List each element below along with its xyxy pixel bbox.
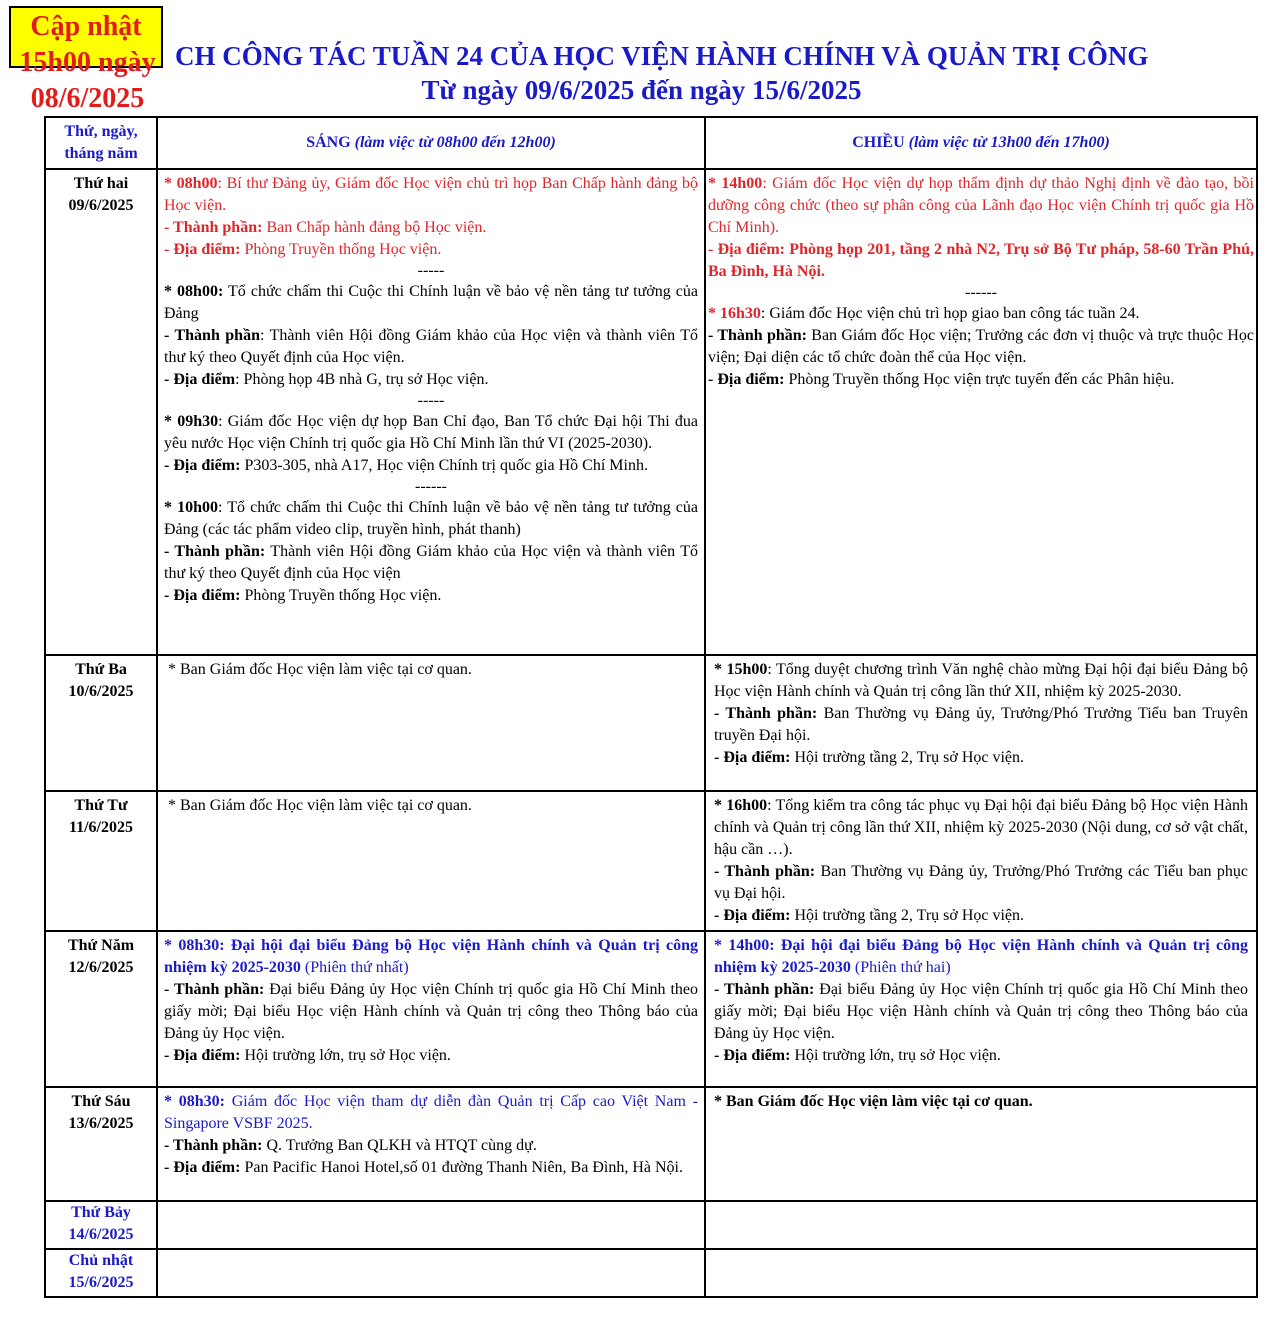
event-title: * 08h30: Đại hội đại biểu Đảng bộ Học viện Hành chính và Quản trị công nhiệm kỳ 2025-2030 <box>164 937 698 976</box>
event-text: * Ban Giám đốc Học viện làm việc tại cơ quan. <box>168 797 472 814</box>
event-text: Tổ chức chấm thi Cuộc thi Chính luận về bảo vệ nền tảng tư tưởng của Đảng <box>164 283 699 322</box>
morning-cell-sunday <box>157 1249 705 1297</box>
event-location <box>164 455 698 477</box>
participants-text: Đại biểu Đảng ủy Học viện Chính trị quốc gia Hồ Chí Minh theo giấy mời; Đại biểu Học viện Hành chính và Quản trị công theo Thông báo của Đảng ủy Học viện. <box>164 981 698 1042</box>
row-monday <box>45 169 1257 655</box>
afternoon-hours: (làm việc từ 13h00 đến 17h00) <box>908 134 1110 151</box>
location-label: - Địa điểm: <box>164 241 241 258</box>
event-session: (Phiên thứ nhất) <box>300 959 409 976</box>
event-location <box>164 1045 698 1067</box>
day-name: Thứ Tư <box>74 797 128 814</box>
day-cell-sunday <box>45 1249 157 1297</box>
event-time: * 08h00 <box>164 175 218 192</box>
event-time: * 08h00: <box>164 283 224 300</box>
location-text: Phòng Truyền thống Học viện. <box>240 587 442 604</box>
participants-label: - Thành phần: <box>714 863 816 880</box>
participants-text: Ban Thường vụ Đảng ủy, Trưởng/Phó Trưởng Tiểu ban Truyên truyền Đại hội. <box>714 705 1248 744</box>
day-column-header: Thứ, ngày, tháng năm <box>45 117 157 169</box>
morning-hours: (làm việc từ 08h00 đến 12h00) <box>354 134 556 151</box>
schedule-table <box>44 116 1258 1298</box>
event-entry <box>714 659 1248 703</box>
location-label: - Địa điểm: <box>164 587 241 604</box>
event-participants <box>714 861 1248 905</box>
event-location <box>164 239 698 261</box>
afternoon-label: CHIỀU <box>852 134 905 151</box>
location-text: P303-305, nhà A17, Học viện Chính trị quốc gia Hồ Chí Minh. <box>240 457 648 474</box>
location-text: Hội trường lớn, trụ sở Học viện. <box>240 1047 451 1064</box>
row-saturday <box>45 1201 1257 1249</box>
separator: ------ <box>965 284 997 301</box>
location-text: Hội trường lớn, trụ sở Học viện. <box>790 1047 1001 1064</box>
location-text: : Phòng họp 4B nhà G, trụ sở Học viện. <box>235 371 489 388</box>
participants-text: Ban Thường vụ Đảng ủy, Trưởng/Phó Trưởng các Tiểu ban phục vụ Đại hội. <box>714 863 1248 902</box>
location-label: - Địa điểm: <box>164 1047 241 1064</box>
afternoon-cell-thursday <box>705 931 1257 1087</box>
row-wednesday <box>45 791 1257 931</box>
update-line-1: Cập nhật <box>30 11 142 42</box>
row-tuesday <box>45 655 1257 791</box>
participants-label: - Thành phần: <box>714 705 818 722</box>
day-name: Thứ Sáu <box>71 1093 131 1110</box>
location-text: Pan Pacific Hanoi Hotel,số 01 đường Thanh Niên, Ba Đình, Hà Nội. <box>240 1159 683 1176</box>
location-label: - Địa điểm: <box>708 371 785 388</box>
row-thursday <box>45 931 1257 1087</box>
location-text: Phòng Truyền thống Học viện trực tuyến đến các Phân hiệu. <box>784 371 1175 388</box>
day-date: 14/6/2025 <box>68 1226 134 1243</box>
header-row <box>45 117 1257 169</box>
update-line-3: 08/6/2025 <box>30 83 145 114</box>
update-line-2: 15h00 ngày <box>19 47 156 78</box>
day-date: 13/6/2025 <box>68 1115 134 1132</box>
event-session: (Phiên thứ hai) <box>850 959 951 976</box>
morning-cell-friday <box>157 1087 705 1201</box>
day-cell-monday <box>45 169 157 655</box>
location-text: Hội trường tầng 2, Trụ sở Học viện. <box>790 749 1025 766</box>
event-text: * Ban Giám đốc Học viện làm việc tại cơ quan. <box>168 661 472 678</box>
afternoon-cell-tuesday <box>705 655 1257 791</box>
participants-text: Thành viên Hội đồng Giám khảo của Học viện và thành viên Tổ thư ký theo Quyết định của Học viện <box>164 543 698 582</box>
page-subtitle: Từ ngày 09/6/2025 đến ngày 15/6/2025 <box>421 75 862 105</box>
event-text: : Giám đốc Học viện dự họp Ban Chỉ đạo, Ban Tổ chức Đại hội Thi đua yêu nước Học viện Chính trị quốc gia Hồ Chí Minh lần thứ VI (2025-2030). <box>164 413 699 452</box>
day-cell-thursday <box>45 931 157 1087</box>
day-cell-tuesday <box>45 655 157 791</box>
event-time: * 10h00 <box>164 499 218 516</box>
event-participants <box>164 979 698 1045</box>
morning-cell-tuesday <box>157 655 705 791</box>
event-location <box>164 1157 698 1179</box>
participants-label: - Thành phần: <box>164 543 266 560</box>
event-entry <box>164 411 698 455</box>
participants-text: Ban Chấp hành đảng bộ Học viện. <box>262 219 487 236</box>
participants-label: - Thành phần: <box>164 219 263 236</box>
event-text: : Tổ chức chấm thi Cuộc thi Chính luận về bảo vệ nền tảng tư tưởng của Đảng (các tác phẩm video clip, truyền hình, phát thanh) <box>164 499 698 538</box>
day-date: 10/6/2025 <box>68 683 134 700</box>
participants-text: Ban Giám đốc Học viện; Trưởng các đơn vị thuộc và trực thuộc Học viện; Đại diện các tổ chức đoàn thể của Học viện. <box>708 327 1254 366</box>
participants-label: - Thành phần: <box>714 981 815 998</box>
day-cell-wednesday <box>45 791 157 931</box>
event-time: * 08h30: <box>164 1093 225 1110</box>
event-location <box>714 1045 1248 1067</box>
event-entry <box>714 795 1248 861</box>
event-entry <box>164 497 698 541</box>
event-entry <box>164 935 698 979</box>
event-location <box>708 369 1254 391</box>
day-name: Thứ Ba <box>75 661 127 678</box>
event-location: - Địa điểm: Phòng họp 201, tầng 2 nhà N2, Trụ sở Bộ Tư pháp, 58-60 Trần Phú, Ba Đình, Hà Nội. <box>708 241 1254 280</box>
event-location <box>164 585 698 607</box>
event-time: * 16h00 <box>714 797 768 814</box>
event-location <box>714 747 1248 769</box>
day-date: 12/6/2025 <box>68 959 134 976</box>
location-label: - Địa điểm: <box>164 457 241 474</box>
event-time: * 09h30 <box>164 413 219 430</box>
day-name: Chủ nhật <box>68 1252 134 1269</box>
event-entry <box>164 281 698 325</box>
morning-label: SÁNG <box>306 134 351 151</box>
location-label: - Địa điểm: <box>714 749 791 766</box>
participants-label: - Thành phần: <box>164 981 265 998</box>
afternoon-cell-sunday <box>705 1249 1257 1297</box>
event-text: : Giám đốc Học viện dự họp thẩm định dự thảo Nghị định về đào tạo, bồi dưỡng công chức (theo sự phân công của Lãnh đạo Học viện Chính trị quốc gia Hồ Chí Minh). <box>708 175 1255 236</box>
event-entry <box>708 173 1254 239</box>
day-cell-saturday <box>45 1201 157 1249</box>
location-text: Phòng Truyền thống Học viện. <box>240 241 442 258</box>
separator: ----- <box>417 262 445 279</box>
morning-cell-saturday <box>157 1201 705 1249</box>
morning-cell-monday <box>157 169 705 655</box>
morning-cell-thursday <box>157 931 705 1087</box>
event-text: Giám đốc Học viện tham dự diễn đàn Quản trị Cấp cao Việt Nam - Singapore VSBF 2025. <box>164 1093 698 1132</box>
day-name: Thứ Năm <box>67 937 135 954</box>
row-friday <box>45 1087 1257 1201</box>
event-participants <box>708 325 1254 369</box>
afternoon-column-header <box>705 117 1257 169</box>
participants-text: : Thành viên Hội đồng Giám khảo của Học viện và thành viên Tổ thư ký theo Quyết định của Học viện. <box>164 327 698 366</box>
afternoon-cell-friday <box>705 1087 1257 1201</box>
page-title: CH CÔNG TÁC TUẦN 24 CỦA HỌC VIỆN HÀNH CHÍNH VÀ QUẢN TRỊ CÔNG <box>175 41 1149 71</box>
day-date: 09/6/2025 <box>68 197 134 214</box>
event-entry <box>714 935 1248 979</box>
event-entry <box>708 303 1254 325</box>
afternoon-cell-monday <box>705 169 1257 655</box>
participants-label: - Thành phần: <box>708 327 807 344</box>
event-title: * 14h00: Đại hội đại biểu Đảng bộ Học viện Hành chính và Quản trị công nhiệm kỳ 2025-2030 <box>714 937 1248 976</box>
day-date: 11/6/2025 <box>68 819 133 836</box>
event-participants <box>164 325 698 369</box>
location-label: - Địa điểm: <box>164 1159 241 1176</box>
participants-label: - Thành phần <box>164 327 260 344</box>
event-location <box>714 905 1248 927</box>
participants-text: Q. Trưởng Ban QLKH và HTQT cùng dự. <box>262 1137 537 1154</box>
event-text: : Tổng duyệt chương trình Văn nghệ chào mừng Đại hội đại biểu Đảng bộ Học viện Hành chính và Quản trị công lần thứ XII, nhiệm kỳ 2025-2030. <box>714 661 1248 700</box>
day-name: Thứ hai <box>73 175 129 192</box>
event-participants <box>164 541 698 585</box>
title-block <box>0 40 1283 106</box>
event-time: * 14h00 <box>708 175 763 192</box>
day-name: Thứ Bảy <box>71 1204 131 1221</box>
location-label: - Địa điểm <box>164 371 236 388</box>
participants-label: - Thành phần: <box>164 1137 263 1154</box>
location-label: - Địa điểm: <box>714 1047 791 1064</box>
event-participants <box>164 217 698 239</box>
location-label: - Địa điểm: <box>714 907 791 924</box>
afternoon-cell-wednesday <box>705 791 1257 931</box>
row-sunday <box>45 1249 1257 1297</box>
event-participants <box>714 703 1248 747</box>
event-time: * 15h00 <box>714 661 768 678</box>
event-entry <box>164 173 698 217</box>
separator: ------ <box>415 478 447 495</box>
event-entry <box>164 1091 698 1135</box>
event-time: * 16h30 <box>708 305 761 322</box>
event-text: : Tổng kiểm tra công tác phục vụ Đại hội đại biểu Đảng bộ Học viện Hành chính và Quản trị công lần thứ XII, nhiệm kỳ 2025-2030 (Nội dung, cơ sở vật chất, hậu cần …). <box>714 797 1248 858</box>
day-date: 15/6/2025 <box>68 1274 134 1291</box>
event-text: : Giám đốc Học viện chủ trì họp giao ban công tác tuần 24. <box>760 305 1140 322</box>
event-text: * Ban Giám đốc Học viện làm việc tại cơ quan. <box>714 1093 1033 1110</box>
day-cell-friday <box>45 1087 157 1201</box>
participants-text: Đại biểu Đảng ủy Học viện Chính trị quốc gia Hồ Chí Minh theo giấy mời; Đại biểu Học viện Hành chính và Quản trị công theo Thông báo của Đảng ủy Học viện. <box>714 981 1248 1042</box>
event-participants <box>164 1135 698 1157</box>
event-participants <box>714 979 1248 1045</box>
separator: ----- <box>417 392 445 409</box>
morning-cell-wednesday <box>157 791 705 931</box>
afternoon-cell-saturday <box>705 1201 1257 1249</box>
event-location <box>164 369 698 391</box>
morning-column-header <box>157 117 705 169</box>
event-text: : Bí thư Đảng ủy, Giám đốc Học viện chủ trì họp Ban Chấp hành đảng bộ Học viện. <box>164 175 699 214</box>
location-text: Hội trường tầng 2, Trụ sở Học viện. <box>790 907 1025 924</box>
